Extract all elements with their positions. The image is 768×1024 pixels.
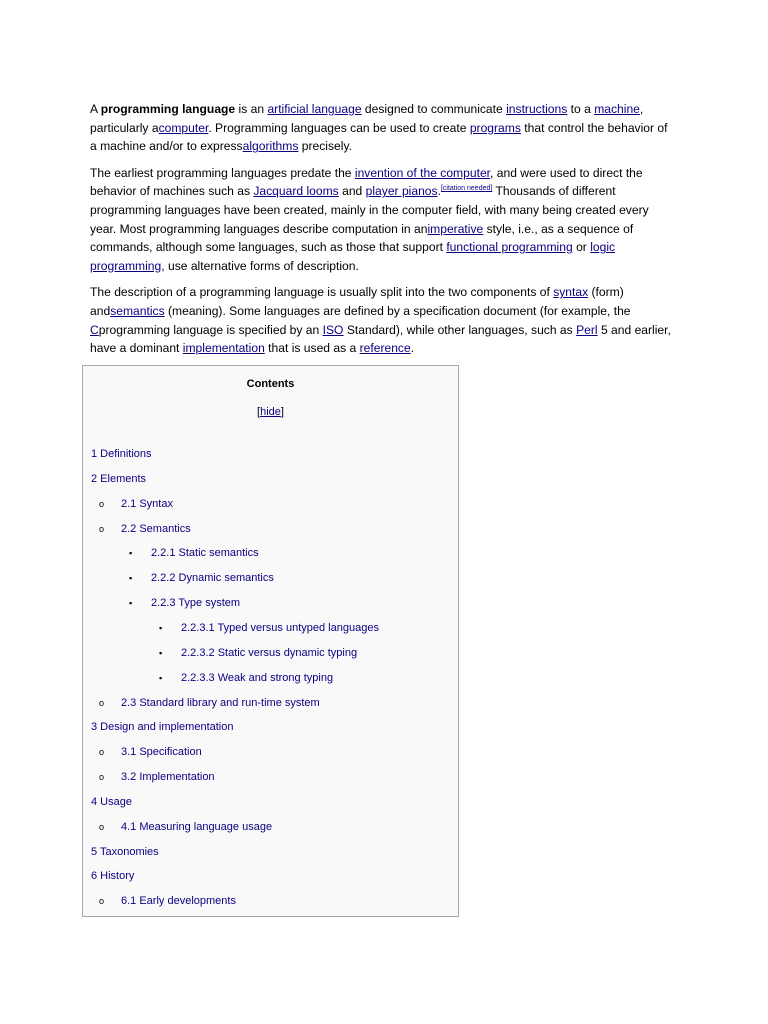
text: Standard), while other languages, such as bbox=[343, 322, 577, 337]
link-machine[interactable]: machine bbox=[594, 102, 640, 116]
link-c[interactable]: C bbox=[90, 322, 99, 337]
toc-link[interactable]: 2.1 Syntax bbox=[121, 497, 173, 510]
link-instructions[interactable]: instructions bbox=[506, 102, 568, 116]
toc-bullet: ▪ bbox=[129, 573, 133, 584]
toc-bullet: ▪ bbox=[129, 598, 133, 609]
toc-link[interactable]: 4.1 Measuring language usage bbox=[121, 820, 273, 833]
toc-bullet: ▪ bbox=[159, 647, 163, 658]
toc-bullet: o bbox=[99, 747, 105, 758]
link-implementation[interactable]: implementation bbox=[182, 341, 265, 356]
toc-item bbox=[91, 472, 146, 486]
citation-needed-link[interactable]: [citation needed] bbox=[440, 185, 493, 193]
text: Thousands of different programming languages have been created, mainly in the computer field, with many being created every year. Most programming languages describe computation in an bbox=[90, 184, 649, 236]
bracket-open: [ bbox=[257, 406, 261, 418]
link-logic-programming[interactable]: logic programming bbox=[90, 240, 616, 273]
link-jacquard-looms[interactable]: Jacquard looms bbox=[253, 184, 339, 199]
text: programming language is specified by an bbox=[98, 322, 323, 337]
text: is an bbox=[235, 102, 268, 116]
toc-item bbox=[181, 671, 333, 685]
toc-hide-link[interactable]: hide bbox=[260, 406, 281, 418]
toc-link[interactable]: 3 Design and implementation bbox=[91, 721, 234, 734]
text: , use alternative forms of description. bbox=[161, 258, 359, 273]
toc-list bbox=[83, 366, 458, 916]
toc-item bbox=[151, 596, 240, 610]
text: or bbox=[572, 240, 591, 255]
link-reference[interactable]: reference bbox=[359, 341, 411, 356]
text: The description of a programming language is usually split into the two components of bbox=[90, 285, 554, 300]
text: (meaning). Some languages are defined by a specification document (for example, the bbox=[164, 303, 631, 318]
toc-link[interactable]: 2.2.3 Type system bbox=[151, 597, 241, 610]
text: precisely. bbox=[298, 139, 352, 154]
text: A bbox=[90, 102, 101, 116]
text: designed to communicate bbox=[361, 102, 507, 116]
toc-link[interactable]: 2.2.3.3 Weak and strong typing bbox=[181, 671, 334, 684]
text: (form) and bbox=[90, 285, 624, 318]
toc-item bbox=[91, 447, 152, 461]
toc-item bbox=[121, 770, 215, 784]
toc-bullet: o bbox=[99, 896, 105, 907]
toc-link[interactable]: 2 Elements bbox=[91, 472, 147, 485]
link-invention-of-the-computer[interactable]: invention of the computer bbox=[354, 165, 491, 180]
toc-item bbox=[91, 720, 233, 734]
toc-link[interactable]: 2.2.3.2 Static versus dynamic typing bbox=[181, 646, 358, 659]
toc-link[interactable]: 2.2 Semantics bbox=[121, 522, 191, 535]
toc-link[interactable]: 1 Definitions bbox=[91, 448, 152, 460]
table-of-contents bbox=[82, 365, 459, 917]
toc-item bbox=[121, 522, 191, 536]
text: that is used as a bbox=[264, 341, 360, 356]
link-perl[interactable]: Perl bbox=[576, 322, 598, 337]
link-artificial-language[interactable]: artificial language bbox=[267, 102, 362, 116]
text: . Programming languages can be used to create bbox=[208, 120, 470, 135]
toc-bullet: ▪ bbox=[159, 672, 163, 683]
term-bold: programming language bbox=[100, 102, 236, 116]
toc-link[interactable]: 6 History bbox=[91, 870, 135, 883]
toc-item bbox=[151, 571, 274, 585]
link-syntax[interactable]: syntax bbox=[553, 285, 589, 300]
paragraph-description bbox=[90, 283, 675, 357]
link-functional-programming[interactable]: functional programming bbox=[446, 240, 573, 255]
toc-item bbox=[181, 646, 357, 660]
text: that control the behavior of a machine and/or to express bbox=[90, 120, 668, 154]
toc-link[interactable]: 4 Usage bbox=[91, 795, 132, 808]
link-programs[interactable]: programs bbox=[469, 120, 521, 135]
toc-link[interactable]: 2.2.2 Dynamic semantics bbox=[151, 572, 274, 585]
text: The earliest programming languages predate the bbox=[90, 165, 355, 180]
link-iso[interactable]: ISO bbox=[322, 322, 344, 337]
toc-bullet: o bbox=[99, 821, 105, 832]
text: . bbox=[437, 184, 441, 199]
link-algorithms[interactable]: algorithms bbox=[242, 139, 299, 154]
toc-item bbox=[121, 497, 173, 511]
link-imperative[interactable]: imperative bbox=[427, 221, 484, 236]
toc-item bbox=[91, 845, 159, 859]
link-player-pianos[interactable]: player pianos bbox=[365, 184, 438, 199]
paragraph-history bbox=[90, 164, 675, 276]
text: , and were used to direct the behavior of machines such as bbox=[90, 165, 643, 199]
toc-item bbox=[121, 894, 236, 908]
toc-link[interactable]: 3.2 Implementation bbox=[121, 771, 215, 784]
toc-link[interactable]: 2.2.3.1 Typed versus untyped languages bbox=[181, 621, 379, 634]
toc-bullet: o bbox=[99, 772, 105, 783]
toc-link[interactable]: 6.1 Early developments bbox=[121, 895, 236, 908]
toc-link[interactable]: 2.2.1 Static semantics bbox=[151, 547, 259, 560]
text: 5 and earlier, have a dominant bbox=[90, 322, 671, 356]
text: , particularly a bbox=[90, 102, 644, 135]
toc-item bbox=[121, 820, 272, 834]
toc-bullet: o bbox=[99, 498, 105, 509]
toc-title: Contents bbox=[246, 378, 295, 390]
toc-bullet: ▪ bbox=[129, 548, 133, 559]
text: . bbox=[410, 341, 415, 356]
link-computer[interactable]: computer bbox=[158, 120, 209, 135]
toc-item bbox=[91, 869, 134, 883]
toc-link[interactable]: 3.1 Specification bbox=[121, 746, 202, 759]
toc-item bbox=[91, 795, 132, 809]
toc-item bbox=[121, 696, 320, 710]
toc-link[interactable]: 5 Taxonomies bbox=[91, 845, 159, 858]
toc-item bbox=[151, 546, 259, 560]
toc-link[interactable]: 2.3 Standard library and run-time system bbox=[121, 696, 320, 709]
toc-item bbox=[121, 745, 202, 759]
toc-bullet: o bbox=[99, 697, 105, 708]
text: to a bbox=[567, 102, 595, 116]
toc-item bbox=[181, 621, 379, 635]
bracket-close: ] bbox=[280, 406, 284, 418]
article-body bbox=[90, 100, 675, 366]
toc-bullet: ▪ bbox=[159, 622, 163, 633]
link-semantics[interactable]: semantics bbox=[110, 303, 165, 318]
toc-bullet: o bbox=[99, 523, 105, 534]
paragraph-intro bbox=[90, 100, 675, 156]
text: and bbox=[338, 184, 366, 199]
text: style, i.e., as a sequence of commands, although some languages, such as those that support bbox=[90, 221, 634, 255]
